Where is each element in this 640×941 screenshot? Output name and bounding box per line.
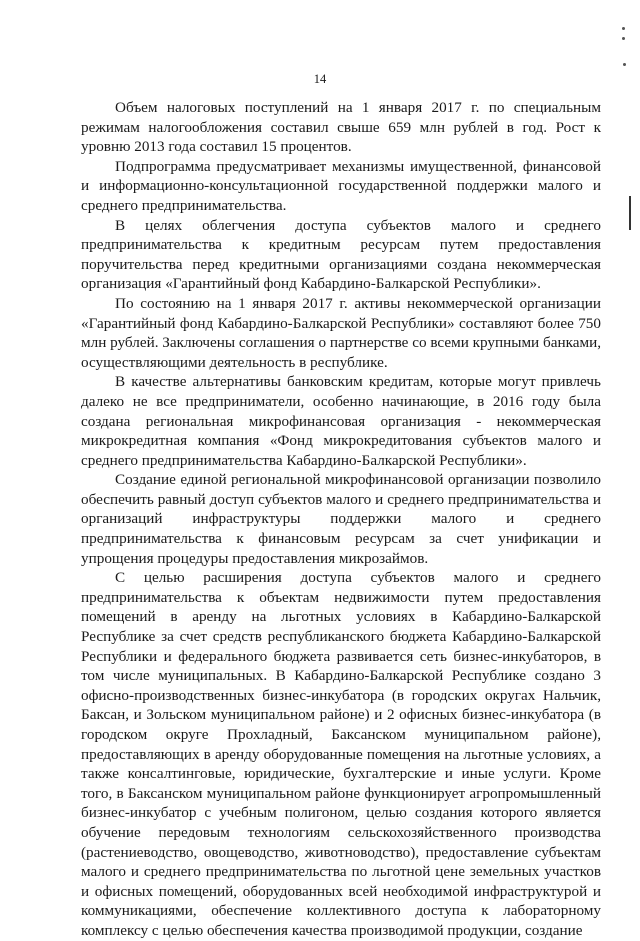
scan-artifact-dot [623,63,626,66]
paragraph-subprogram: Подпрограмма предусматривает механизмы имущественной, финансовой и информационно-консультационной государственной поддержки малого и среднего предпринимательства. [81,157,601,214]
page-number: 14 [313,72,327,86]
paragraph-fund-assets: По состоянию на 1 января 2017 г. активы некоммерческой организации «Гарантийный фонд Кабардино-Балкарской Республики» составляют более 750 млн рублей. Заключены соглашения о партнерстве со всеми крупными банками, осуществляющими деятельность в республике. [81,294,602,371]
scan-artifact-dot [622,37,625,40]
scan-artifact-bar [629,196,631,230]
paragraph-tax-revenue: Объем налоговых поступлений на 1 января 2017 г. по специальным режимам налогообложения составил свыше 659 млн рублей в год. Рост к уровню 2013 года составил 15 процентов. [81,99,601,156]
paragraph-microfinance: В качестве альтернативы банковским кредитам, которые могут привлечь далеко не все предприниматели, особенно начинающие, в 2016 году была создана региональная микрофинансовая организация - некоммерческая микрокредитная компания «Фонд микрокредитования субъектов малого и среднего предпринимательства Кабардино-Балкарской Республики». [81,373,601,469]
paragraph-unified-mfo: Создание единой региональной микрофинансовой организации позволило обеспечить равный доступ субъектов малого и среднего предпринимательства и организаций инфраструктуры поддержки малого и среднего предпринимательства к финансовым ресурсам за счет унификации и упрощения процедуры предоставления микрозаймов. [81,471,601,567]
document-body [81,98,601,941]
scan-artifact-dot [622,27,625,30]
paragraph-business-incubators: С целью расширения доступа субъектов малого и среднего предпринимательства к объектам недвижимости путем предоставления помещений в аренду на льготных условиях в Кабардино-Балкарской Республике за счет средств республиканского бюджета Кабардино-Балкарской Республики и федерального бюджета развивается сеть бизнес-инкубаторов, в том числе муниципальных. В Кабардино-Балкарской Республике создано 3 офисно-производственных бизнес-инкубатора (в городских округах Нальчик, Баксан, и Зольском муниципальном районе) и 2 офисных бизнес-инкубатора (в городском округе Прохладный, Баксанском муниципальном районе), предоставляющих в аренду оборудованные помещения на льготные условиях, а также консалтинговые, юридические, бухгалтерские и иные услуги. Кроме того, в Баксанском муниципальном районе функционирует агропромышленный бизнес-инкубатор с учебным полигоном, целью создания которого является обучение передовым технологиям сельскохозяйственного производства (растениеводство, овощеводство, животноводство), предоставление субъектам малого и среднего предпринимательства по льготной цене земельных участков и офисных помещений, оборудованных всей необходимой инфраструктурой и коммуникациями, обеспечение коллективного доступа к лабораторному комплексу с целью обеспечения качества производимой продукции, создание [81,569,601,939]
paragraph-guarantee-fund: В целях облегчения доступа субъектов малого и среднего предпринимательства к кредитным ресурсам путем предоставления поручительства перед кредитными организациями создана некоммерческая организация «Гарантийный фонд Кабардино-Балкарской Республики». [81,216,601,293]
